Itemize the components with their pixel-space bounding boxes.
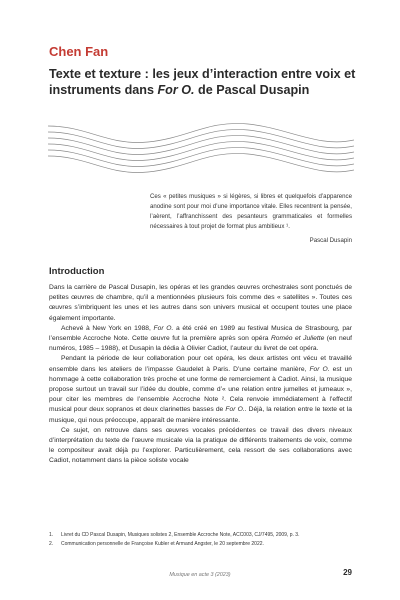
footnote-1-number: 1. — [49, 532, 54, 538]
epigraph-quote: Ces « petites musiques » si légères, si libres et quelquefois d’apparence anodine sont pour moi d’une importance vitale. Elles recentrent la pensée, l’aèrent, l’affranchissent des pesanteurs grammaticales et formelles nécessaires à tout projet de format plus ambitieux ¹. — [150, 193, 352, 230]
paragraph-3-text-a: Pendant la période de leur collaboration pour cet opéra, les deux artistes ont vécu et travaillé ensemble dans les ateliers de l’impasse Gaudelet à Paris. D’une certaine manière, — [49, 355, 352, 373]
article-author: Chen Fan — [49, 44, 109, 59]
wave-line — [48, 141, 354, 160]
wave-line — [48, 129, 354, 148]
article-title — [49, 66, 359, 98]
wave-line — [48, 123, 354, 142]
paragraph-2-text-a: Achevé à New York en 1988, — [61, 324, 154, 332]
paragraph-2 — [49, 324, 352, 355]
footnote-2 — [49, 540, 352, 549]
paragraph-1: Dans la carrière de Pascal Dusapin, les opéras et les grandes œuvres orchestrales sont ponctués de petites œuvres de chambre, qu’il a mentionnées plusieurs fois comme des « satellites ». Toutes ces œuvres s’imbriquent les unes et les autres dans son univers musical et occupent toutes une place également importante. — [49, 284, 352, 322]
paragraph-3-text-c: . Déjà, la relation entre le texte et la musique, qui nous préoccupe, apparaît de manière intéressante. — [49, 406, 353, 424]
section-heading-introduction: Introduction — [49, 266, 105, 277]
wave-line — [48, 153, 354, 172]
wave-line — [48, 135, 354, 154]
title-text-start: Texte et texture : les jeux d’interaction entre voix et instruments dans — [49, 67, 356, 97]
footnote-1 — [49, 531, 352, 540]
paragraph-2-text-b: a été créé en 1989 au festival Musica de Strasbourg, par l’ensemble Accroche Note. Cette œuvre fut la première après son opéra — [49, 324, 352, 343]
running-footer-title: Musique en acte 3 (2023) — [169, 572, 231, 578]
footnote-1-text: Livret du CD Pascal Dusapin, Musiques solistes 2, Ensemble Accroche Note, ACC003, CJ/7495, 2009, p. 3. — [61, 532, 300, 538]
paragraph-3 — [49, 354, 352, 425]
footnote-2-number: 2. — [49, 541, 54, 547]
work-title-for-o: For O. — [309, 365, 330, 373]
page-number: 29 — [343, 568, 352, 577]
paragraph-2-text-c: (en neuf numéros, 1985 – 1988), et Dusapin la dédia à Olivier Cadiot, l’auteur du livret de cet opéra. — [49, 335, 352, 353]
footnote-2-text: Communication personnelle de Françoise Kubler et Armand Angster, le 20 septembre 2022. — [61, 541, 264, 547]
paragraph-3-text-b: est un hommage à cette collaboration très proche et une forme de remerciement à Cadiot. Ainsi, la musique propose surtout un travail sur l’idée du double, comme d’« une relation entre jumelles et jumeaux », pour citer les membres de l’ensemble Accroche Note ². Cela renvoie immédiatement à l’effectif musical pour deux sopranos et deux clarinettes basses de — [49, 365, 353, 414]
decorative-wave-lines — [48, 118, 354, 180]
article-body — [49, 283, 352, 467]
work-title-for-o: For O. — [225, 406, 245, 414]
wave-line — [48, 147, 354, 166]
footnotes — [49, 531, 352, 549]
work-title-for-o: For O. — [153, 324, 174, 332]
paragraph-4: Ce sujet, on retrouve dans ses œuvres vocales précédentes ce travail des divers niveaux d’interprétation du texte de l’œuvre musicale via la pratique de différents traitements de voix, comme le compositeur avait déjà pu l’explorer. Particulièrement, cela ressort de ses collaborations avec Cadiot, notamment dans la pièce soliste vocale — [49, 426, 352, 465]
work-title-romeo-et-juliette: Roméo et Juliette — [270, 335, 325, 343]
epigraph-attribution: Pascal Dusapin — [309, 237, 352, 244]
title-work-name: For O. — [157, 83, 195, 97]
title-text-end: de Pascal Dusapin — [194, 83, 310, 97]
